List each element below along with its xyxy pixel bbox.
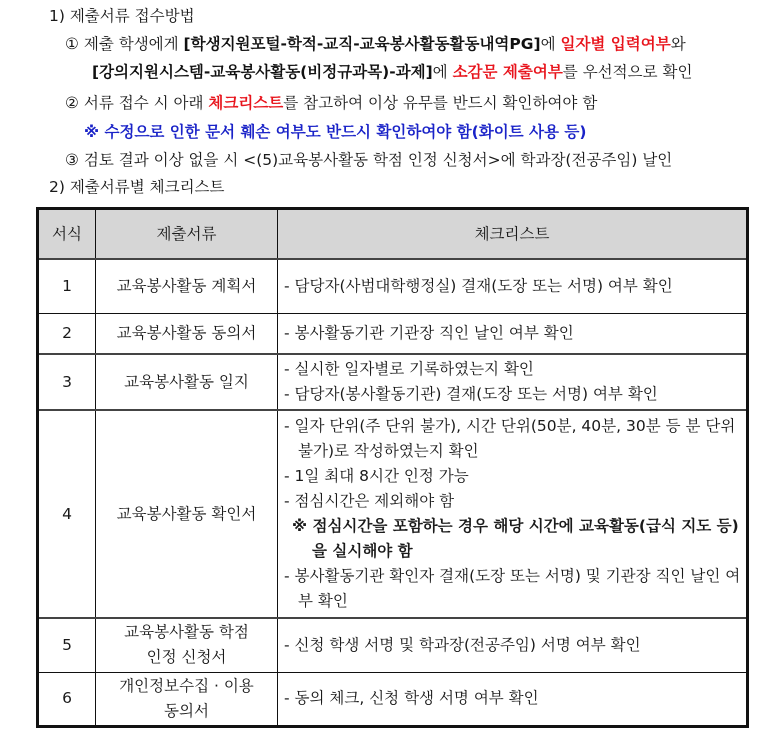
row-checklist — [278, 259, 748, 313]
checklist-note: ※ 점심시간을 포함하는 경우 해당 시간에 교육활동(급식 지도 등)을 실시해야 함 — [292, 517, 739, 560]
header-document: 제출서류 — [96, 209, 278, 260]
header-checklist: 체크리스트 — [278, 209, 748, 260]
step1-highlight-daily-input: 일자별 입력여부 — [560, 35, 671, 53]
checklist-item: - 점심시간은 제외해야 함 — [284, 492, 455, 510]
checklist-item: - 실시한 일자별로 기록하였는지 확인 — [284, 360, 534, 378]
checklist-item: - 봉사활동기관 기관장 직인 날인 여부 확인 — [284, 323, 574, 342]
row-checklist — [278, 618, 748, 672]
step2-line — [65, 93, 597, 113]
step1-line2 — [92, 62, 692, 82]
step1-mid3: 에 — [432, 63, 453, 81]
table-header-row — [38, 209, 748, 260]
row-document: 교육봉사활동 동의서 — [96, 313, 278, 354]
section2-title: 2) 제출서류별 체크리스트 — [49, 178, 225, 196]
row-num: 1 — [38, 259, 96, 313]
checklist-item: - 신청 학생 서명 및 학과장(전공주임) 서명 여부 확인 — [284, 635, 641, 654]
row-document: 교육봉사활동 계획서 — [96, 259, 278, 313]
checklist-item: - 1일 최대 8시간 인정 가능 — [284, 467, 469, 485]
table-row — [38, 410, 748, 618]
table-row — [38, 618, 748, 672]
section1-title: 1) 제출서류 접수방법 — [49, 7, 195, 25]
checklist-item: - 봉사활동기관 확인자 결재(도장 또는 서명) 및 기관장 직인 날인 여부 확인 — [284, 567, 741, 610]
row-document-line1: 교육봉사활동 학점 — [124, 623, 249, 642]
row-document — [96, 618, 278, 672]
step1-highlight-essay: 소감문 제출여부 — [452, 63, 563, 81]
step1-line1 — [65, 34, 686, 54]
row-checklist — [278, 672, 748, 726]
step2-prefix: 서류 접수 시 아래 — [83, 94, 209, 112]
row-checklist — [278, 354, 748, 410]
row-num: 2 — [38, 313, 96, 354]
table-row — [38, 672, 748, 726]
step2-note: ※ 수정으로 인한 문서 훼손 여부도 반드시 확인하여야 함(화이트 사용 등) — [84, 123, 587, 141]
step2-highlight-checklist: 체크리스트 — [208, 94, 284, 112]
checklist-item: - 일자 단위(주 단위 불가), 시간 단위(50분, 40분, 30분 등 분 단위 불가)로 작성하였는지 확인 — [284, 417, 736, 460]
step2-marker: ② — [65, 94, 79, 112]
row-num: 5 — [38, 618, 96, 672]
step1-marker: ① — [65, 35, 79, 53]
header-form: 서식 — [38, 209, 96, 260]
step3-line — [65, 150, 672, 170]
step1-mid1: 에 — [540, 35, 561, 53]
checklist-item: - 담당자(봉사활동기관) 결재(도장 또는 서명) 여부 확인 — [284, 385, 658, 403]
row-num: 4 — [38, 410, 96, 618]
step3-text: 검토 결과 이상 없을 시 <(5)교육봉사활동 학점 인정 신청서>에 학과장(전공주임) 날인 — [83, 151, 673, 169]
row-document: 교육봉사활동 확인서 — [96, 410, 278, 618]
row-document — [96, 672, 278, 726]
checklist-table — [36, 207, 749, 728]
step1-mid2: 와 — [670, 35, 686, 53]
step1-portal-path: [학생지원포털-학적-교직-교육봉사활동활동내역PG] — [183, 35, 541, 53]
table-row — [38, 259, 748, 313]
row-num: 3 — [38, 354, 96, 410]
row-document-line2: 동의서 — [164, 701, 209, 720]
row-checklist — [278, 410, 748, 618]
step1-suffix: 를 우선적으로 확인 — [562, 63, 693, 81]
table-row — [38, 313, 748, 354]
row-document-line1: 개인정보수집 · 이용 — [119, 676, 254, 695]
row-num: 6 — [38, 672, 96, 726]
row-document-line2: 인정 신청서 — [146, 648, 227, 667]
step1-prefix: 제출 학생에게 — [83, 35, 184, 53]
table-row — [38, 354, 748, 410]
row-document: 교육봉사활동 일지 — [96, 354, 278, 410]
row-checklist — [278, 313, 748, 354]
checklist-item: - 동의 체크, 신청 학생 서명 여부 확인 — [284, 689, 539, 707]
step2-suffix: 를 참고하여 이상 유무를 반드시 확인하여야 함 — [283, 94, 598, 112]
step1-lecture-path: [강의지원시스템-교육봉사활동(비정규과목)-과제] — [92, 63, 433, 81]
step3-marker: ③ — [65, 151, 79, 169]
checklist-item: - 담당자(사범대학행정실) 결재(도장 또는 서명) 여부 확인 — [284, 276, 673, 295]
